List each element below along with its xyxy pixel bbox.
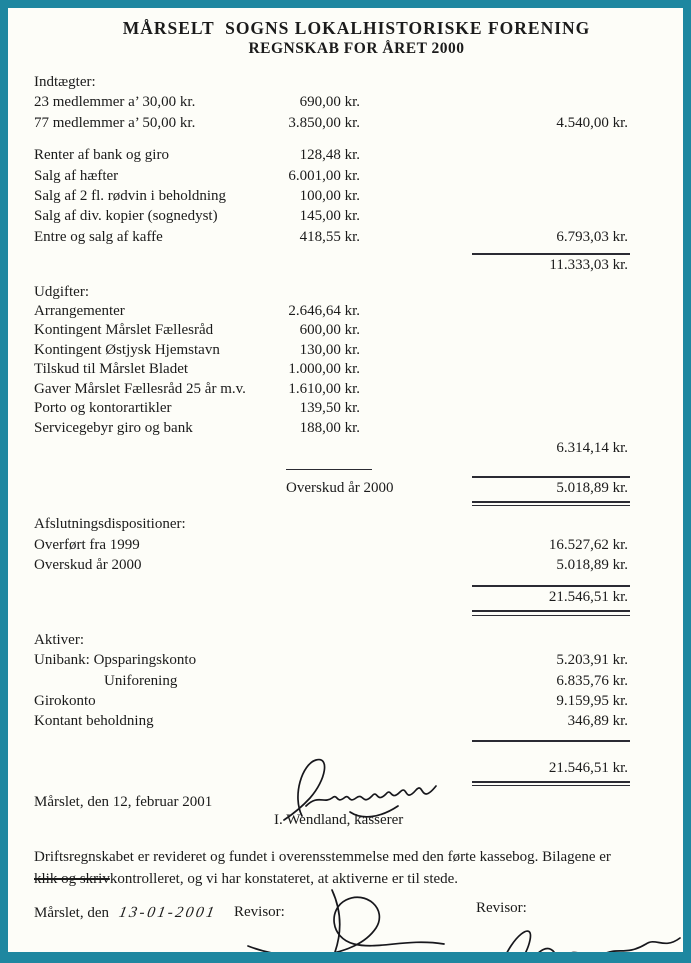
revisor1-label: Revisor: bbox=[234, 904, 285, 921]
line-item-amount: 346,89 kr. bbox=[567, 713, 628, 730]
expense-row bbox=[34, 419, 683, 439]
line-item-amount: 128,48 kr. bbox=[299, 147, 360, 164]
result-label: Overskud år 2000 bbox=[286, 479, 394, 496]
line-item-amount: 690,00 kr. bbox=[299, 94, 360, 111]
income-section-heading-row bbox=[34, 72, 683, 92]
expenses-section-heading-row bbox=[34, 282, 683, 302]
line-item-amount: 1.000,00 kr. bbox=[288, 361, 360, 378]
expenses-subtotal-row bbox=[34, 438, 683, 458]
income-row bbox=[34, 166, 683, 186]
expense-row bbox=[34, 360, 683, 380]
treasurer-name: I. Wendland, kasserer bbox=[274, 812, 404, 829]
revisor2-label: Revisor: bbox=[476, 900, 527, 917]
expense-row bbox=[34, 399, 683, 419]
handwritten-date: 13-01-2001 bbox=[117, 904, 218, 922]
line-item-label: 23 medlemmer a’ 30,00 kr. bbox=[34, 94, 196, 111]
closing-total: 21.546,51 kr. bbox=[548, 589, 628, 606]
line-item-label: Tilskud til Mårslet Bladet bbox=[34, 361, 189, 378]
assets-total: 21.546,51 kr. bbox=[548, 759, 628, 776]
line-item-label: Gaver Mårslet Fællesråd 25 år m.v. bbox=[34, 380, 246, 397]
line-item-label: Porto og kontorartikler bbox=[34, 400, 172, 417]
income-row bbox=[34, 227, 683, 247]
line-item-amount: 5.203,91 kr. bbox=[556, 652, 628, 669]
line-item-label: Uniforening bbox=[104, 672, 178, 689]
result-row bbox=[34, 478, 683, 498]
asset-row bbox=[34, 691, 683, 711]
line-item-amount: 139,50 kr. bbox=[299, 400, 360, 417]
double-total-rule bbox=[472, 610, 630, 616]
line-item-amount: 1.610,00 kr. bbox=[288, 380, 360, 397]
line-item-label: Overført fra 1999 bbox=[34, 536, 140, 553]
line-item-label: Overskud år 2000 bbox=[34, 556, 142, 573]
asset-row bbox=[34, 671, 683, 691]
income-member-row bbox=[34, 92, 683, 112]
total-rule bbox=[472, 740, 630, 742]
line-item-amount: 600,00 kr. bbox=[299, 322, 360, 339]
line-item-amount: 16.527,62 kr. bbox=[548, 536, 628, 553]
line-item-amount: 145,00 kr. bbox=[299, 208, 360, 225]
expense-row bbox=[34, 302, 683, 322]
revisor-place-label: Mårslet, den bbox=[34, 905, 109, 922]
treasurer-signoff-block bbox=[34, 786, 683, 844]
expense-row bbox=[34, 341, 683, 361]
closing-row bbox=[34, 535, 683, 555]
line-item-label: Servicegebyr giro og bank bbox=[34, 419, 193, 436]
treasurer-place-date: Mårslet, den 12, februar 2001 bbox=[34, 794, 213, 811]
line-item-label: Unibank: Opsparingskonto bbox=[34, 652, 197, 669]
closing-total-row bbox=[34, 587, 683, 607]
asset-row bbox=[34, 650, 683, 670]
accounting-statement-document bbox=[8, 8, 683, 952]
section-heading-closing: Afslutningsdispositioner: bbox=[34, 516, 186, 533]
closing-section-heading-row bbox=[34, 514, 683, 534]
assets-section-heading-row bbox=[34, 630, 683, 650]
line-item-amount: 188,00 kr. bbox=[299, 419, 360, 436]
result-amount: 5.018,89 kr. bbox=[556, 479, 628, 496]
line-item-label: Entre og salg af kaffe bbox=[34, 228, 163, 245]
line-item-label: Kontant beholdning bbox=[34, 713, 154, 730]
document-header bbox=[34, 18, 679, 58]
audit-note-line1: Driftsregnskabet er revideret og fundet i overensstemmelse med den førte kassebog. Bilagene er bbox=[34, 849, 611, 866]
line-item-amount: 130,00 kr. bbox=[299, 341, 360, 358]
double-total-rule bbox=[472, 501, 630, 507]
line-item-amount: 5.018,89 kr. bbox=[556, 556, 628, 573]
section-heading-income: Indtægter: bbox=[34, 74, 96, 90]
line-item-label: Salg af 2 fl. rødvin i beholdning bbox=[34, 187, 227, 204]
income-total-row bbox=[34, 255, 683, 275]
income-row bbox=[34, 206, 683, 226]
line-item-amount: 6.001,00 kr. bbox=[288, 167, 360, 184]
income-member-row bbox=[34, 113, 683, 133]
income-total: 11.333,03 kr. bbox=[549, 257, 628, 274]
expenses-subtotal: 6.314,14 kr. bbox=[556, 440, 628, 457]
asset-row bbox=[34, 711, 683, 731]
audit-note-struck-text: klik og skriv bbox=[34, 870, 110, 887]
line-item-subtotal: 6.793,03 kr. bbox=[556, 228, 628, 245]
section-heading-assets: Aktiver: bbox=[34, 631, 84, 648]
line-item-label: Arrangementer bbox=[34, 302, 125, 319]
line-item-subtotal: 4.540,00 kr. bbox=[556, 114, 628, 131]
closing-row bbox=[34, 555, 683, 575]
section-heading-expenses: Udgifter: bbox=[34, 283, 89, 300]
line-item-label: Salg af div. kopier (sognedyst) bbox=[34, 208, 218, 225]
line-item-amount: 2.646,64 kr. bbox=[288, 302, 360, 319]
revisor2-signature bbox=[486, 908, 683, 952]
line-item-label: Kontingent Mårslet Fællesråd bbox=[34, 322, 214, 339]
page-subtitle: REGNSKAB FOR ÅRET 2000 bbox=[248, 40, 465, 57]
income-row bbox=[34, 186, 683, 206]
line-item-label: Renter af bank og giro bbox=[34, 147, 169, 164]
page-title: MÅRSELT SOGNS LOKALHISTORISKE FORENING bbox=[122, 18, 591, 38]
line-item-amount: 100,00 kr. bbox=[299, 187, 360, 204]
line-item-amount: 6.835,76 kr. bbox=[556, 672, 628, 689]
line-item-label: Girokonto bbox=[34, 692, 96, 709]
line-item-label: Kontingent Østjysk Hjemstavn bbox=[34, 341, 220, 358]
column-rule bbox=[286, 469, 372, 470]
audit-note-line2: kontrolleret, og vi har konstateret, at aktiverne er til stede. bbox=[109, 870, 459, 887]
expense-row bbox=[34, 321, 683, 341]
line-item-label: Salg af hæfter bbox=[34, 167, 119, 184]
line-item-amount: 3.850,00 kr. bbox=[288, 114, 360, 131]
line-item-amount: 9.159,95 kr. bbox=[556, 692, 628, 709]
revisor1-signature bbox=[230, 884, 460, 952]
line-item-label: 77 medlemmer a’ 50,00 kr. bbox=[34, 114, 196, 131]
expense-row bbox=[34, 380, 683, 400]
line-item-amount: 418,55 kr. bbox=[299, 228, 360, 245]
income-row bbox=[34, 145, 683, 165]
revisor-signoff-block bbox=[34, 890, 683, 952]
